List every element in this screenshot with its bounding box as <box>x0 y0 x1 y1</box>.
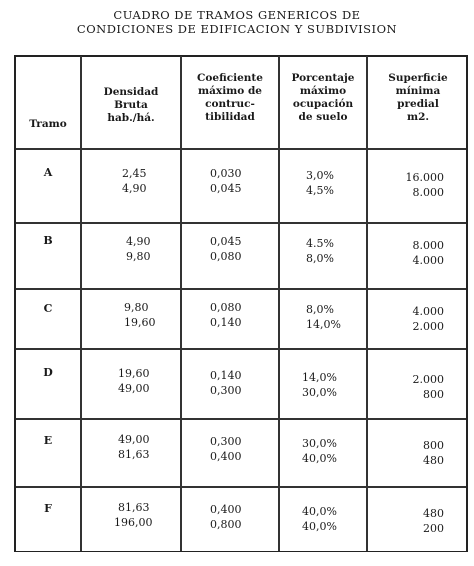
coeficiente-value: 0,300 0,400 <box>210 435 242 463</box>
tramo-label: D <box>43 366 53 379</box>
coeficiente-value: 0,140 0,300 <box>210 369 242 397</box>
tramo-label: F <box>44 502 52 515</box>
superficie-value: 16.000 8.000 <box>405 171 444 199</box>
coeficiente-value: 0,400 0,800 <box>210 503 242 531</box>
densidad-value: 2,45 4,90 <box>122 167 147 195</box>
superficie-value: 800 480 <box>423 439 444 467</box>
document-title-line-2: CONDICIONES DE EDIFICACION Y SUBDIVISION <box>76 22 398 36</box>
densidad-value: 19,60 49,00 <box>118 367 150 395</box>
header-divider <box>16 148 466 150</box>
tramos-table <box>14 56 468 552</box>
row-divider <box>16 418 466 420</box>
header-coeficiente: Coeficiente máximo de contruc- tibilidad <box>197 72 263 123</box>
densidad-value: 4,90 9,80 <box>126 235 151 263</box>
coeficiente-value: 0,080 0,140 <box>210 301 242 329</box>
porcentaje-value: 8,0% 14,0% <box>306 303 341 331</box>
coeficiente-value: 0,030 0,045 <box>210 167 242 195</box>
header-densidad: Densidad Bruta hab./há. <box>103 86 159 124</box>
coeficiente-value: 0,045 0,080 <box>210 235 242 263</box>
tramo-label: E <box>43 434 53 447</box>
column-divider <box>180 56 182 551</box>
tramo-label: C <box>43 302 53 315</box>
superficie-value: 8.000 4.000 <box>412 239 444 267</box>
header-porcentaje: Porcentaje máximo ocupación de suelo <box>291 72 355 123</box>
superficie-value: 4.000 2.000 <box>412 305 444 333</box>
densidad-value: 9,80 19,60 <box>124 301 156 329</box>
porcentaje-value: 14,0% 30,0% <box>302 371 337 399</box>
column-divider <box>80 56 82 551</box>
tramo-label: B <box>43 234 53 247</box>
densidad-value: 81,63 196,00 <box>114 501 153 529</box>
porcentaje-value: 30,0% 40,0% <box>302 437 337 465</box>
superficie-value: 2.000 800 <box>412 373 444 401</box>
porcentaje-value: 40,0% 40,0% <box>302 505 337 533</box>
header-tramo: Tramo <box>29 118 67 130</box>
row-divider <box>16 222 466 224</box>
tramo-label: A <box>43 166 53 179</box>
superficie-value: 480 200 <box>423 507 444 535</box>
column-divider <box>278 56 280 551</box>
densidad-value: 49,00 81,63 <box>118 433 150 461</box>
document-title-line-1: CUADRO DE TRAMOS GENERICOS DE <box>113 8 361 22</box>
column-divider <box>366 56 368 551</box>
header-superficie: Superficie mínima predial m2. <box>388 72 448 123</box>
porcentaje-value: 3,0% 4,5% <box>306 169 334 197</box>
row-divider <box>16 288 466 290</box>
row-divider <box>16 348 466 350</box>
porcentaje-value: 4.5% 8,0% <box>306 237 334 265</box>
row-divider <box>16 486 466 488</box>
